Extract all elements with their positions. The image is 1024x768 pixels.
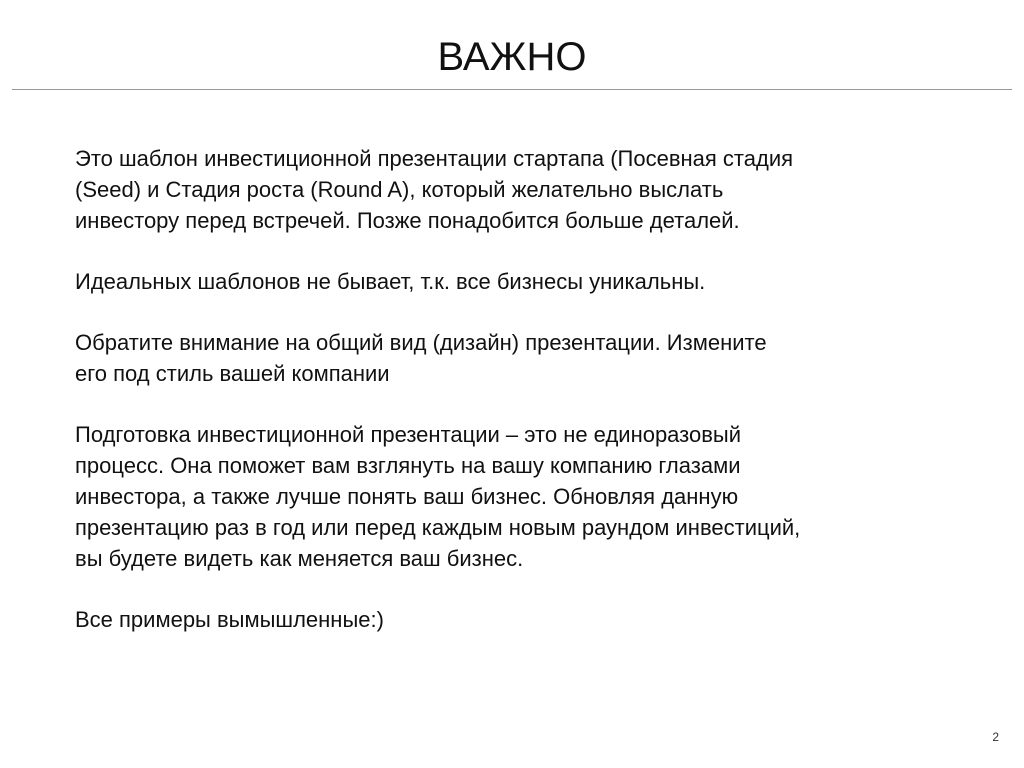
slide-body bbox=[75, 143, 975, 635]
paragraph-design-note: Обратите внимание на общий вид (дизайн) презентации. Измените его под стиль вашей компании bbox=[75, 330, 767, 386]
paragraph-template-intro: Это шаблон инвестиционной презентации стартапа (Посевная стадия (Seed) и Стадия роста (Round A), который желательно выслать инвестору перед встречей. Позже понадобится больше деталей. bbox=[75, 146, 794, 233]
slide-title: ВАЖНО bbox=[437, 35, 587, 79]
paragraph-fictional-examples: Все примеры вымышленные:) bbox=[75, 607, 384, 632]
paragraph-preparation-process: Подготовка инвестиционной презентации – это не единоразовый процесс. Она поможет вам взглянуть на вашу компанию глазами инвестора, а также лучше понять ваш бизнес. Обновляя данную презентацию раз в год или перед каждым новым раундом инвестиций, вы будете видеть как меняется ваш бизнес. bbox=[75, 422, 801, 571]
title-divider bbox=[12, 89, 1012, 90]
page-number: 2 bbox=[992, 730, 999, 744]
paragraph-no-ideal-templates: Идеальных шаблонов не бывает, т.к. все бизнесы уникальны. bbox=[75, 269, 706, 294]
